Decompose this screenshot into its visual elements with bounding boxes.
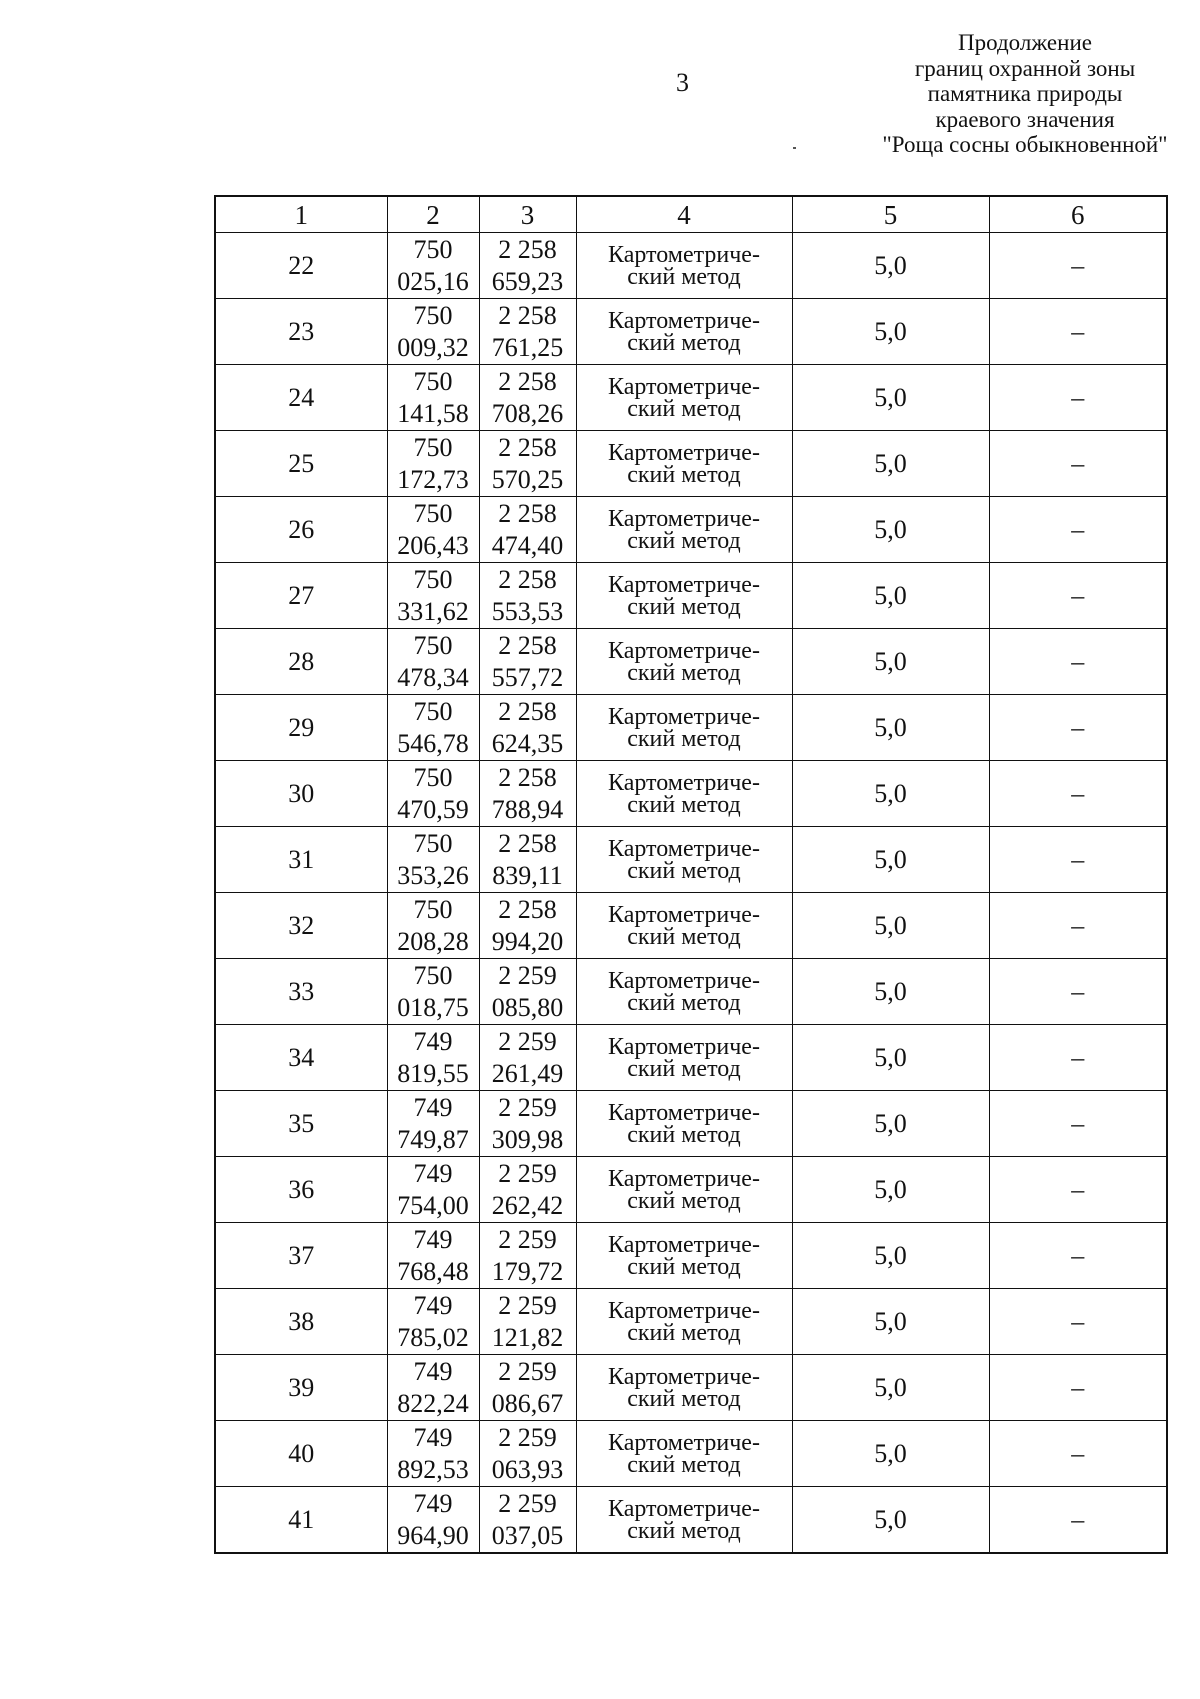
method-line: ский метод (627, 659, 741, 686)
table-row (215, 431, 1167, 497)
x-coordinate-part: 206,43 (397, 530, 469, 560)
accuracy-cell: 5,0 (792, 1289, 989, 1355)
method-cell (576, 1223, 792, 1289)
accuracy-cell: 5,0 (792, 365, 989, 431)
x-coordinate-part: 750 (413, 762, 453, 792)
y-coordinate-part: 624,35 (491, 728, 564, 758)
method-line: Картометриче- (608, 505, 760, 532)
x-coordinate-part: 750 (413, 234, 453, 264)
page-number: 3 (676, 68, 689, 97)
y-coordinate-part: 2 258 (498, 696, 557, 726)
y-coordinate-part: 788,94 (491, 794, 564, 824)
method-line: ский метод (627, 1187, 741, 1214)
method-line: Картометриче- (608, 1099, 760, 1126)
point-number-cell: 33 (215, 959, 387, 1025)
method-line: Картометриче- (608, 1495, 760, 1522)
accuracy-cell: 5,0 (792, 761, 989, 827)
point-number-cell: 40 (215, 1421, 387, 1487)
x-coordinate-part: 749 (413, 1158, 453, 1188)
point-number-cell: 25 (215, 431, 387, 497)
y-coordinate-part: 261,49 (491, 1058, 564, 1088)
note-cell: – (989, 365, 1167, 431)
y-coordinate-part: 2 258 (498, 234, 557, 264)
x-coordinate-part: 749 (413, 1026, 453, 1056)
note-cell: – (989, 1223, 1167, 1289)
method-line: Картометриче- (608, 373, 760, 400)
x-coordinate-part: 018,75 (397, 992, 469, 1022)
method-cell (576, 365, 792, 431)
x-coordinate-part: 470,59 (397, 794, 469, 824)
method-cell (576, 1355, 792, 1421)
point-number-cell: 37 (215, 1223, 387, 1289)
y-coordinate-part: 2 258 (498, 300, 557, 330)
y-coordinate-cell (479, 299, 576, 365)
y-coordinate-part: 2 258 (498, 366, 557, 396)
x-coordinate-cell (387, 959, 479, 1025)
point-number-cell: 41 (215, 1487, 387, 1554)
table-row (215, 827, 1167, 893)
method-line: ский метод (627, 593, 741, 620)
header-line: памятника природы (927, 81, 1123, 106)
point-number-cell: 28 (215, 629, 387, 695)
y-coordinate-cell (479, 1289, 576, 1355)
y-coordinate-cell (479, 497, 576, 563)
y-coordinate-cell (479, 1223, 576, 1289)
method-line: ский метод (627, 1517, 741, 1544)
x-coordinate-part: 025,16 (397, 266, 469, 296)
scan-artifact (793, 147, 796, 149)
note-cell: – (989, 893, 1167, 959)
method-cell (576, 629, 792, 695)
column-header: 4 (576, 196, 792, 233)
note-cell: – (989, 563, 1167, 629)
table-row (215, 959, 1167, 1025)
x-coordinate-cell (387, 893, 479, 959)
x-coordinate-cell (387, 1091, 479, 1157)
y-coordinate-cell (479, 1025, 576, 1091)
y-coordinate-cell (479, 1091, 576, 1157)
y-coordinate-part: 2 258 (498, 498, 557, 528)
column-header: 2 (387, 196, 479, 233)
y-coordinate-part: 557,72 (491, 662, 564, 692)
accuracy-cell: 5,0 (792, 1487, 989, 1554)
y-coordinate-cell (479, 1487, 576, 1554)
point-number-cell: 39 (215, 1355, 387, 1421)
method-line: ский метод (627, 1253, 741, 1280)
method-line: ский метод (627, 857, 741, 884)
point-number-cell: 31 (215, 827, 387, 893)
y-coordinate-cell (479, 365, 576, 431)
y-coordinate-part: 2 258 (498, 894, 557, 924)
method-line: ский метод (627, 263, 741, 290)
table-row (215, 1355, 1167, 1421)
x-coordinate-cell (387, 761, 479, 827)
table-body (215, 233, 1167, 1554)
point-number-cell: 26 (215, 497, 387, 563)
y-coordinate-cell (479, 431, 576, 497)
x-coordinate-part: 141,58 (397, 398, 469, 428)
table-row (215, 1091, 1167, 1157)
y-coordinate-part: 2 259 (498, 1158, 557, 1188)
accuracy-cell: 5,0 (792, 233, 989, 299)
method-line: ский метод (627, 329, 741, 356)
method-line: Картометриче- (608, 1429, 760, 1456)
accuracy-cell: 5,0 (792, 563, 989, 629)
column-header: 1 (215, 196, 387, 233)
method-line: ский метод (627, 1055, 741, 1082)
y-coordinate-cell (479, 1355, 576, 1421)
x-coordinate-cell (387, 1223, 479, 1289)
table-row (215, 1025, 1167, 1091)
x-coordinate-cell (387, 827, 479, 893)
method-line: ский метод (627, 1121, 741, 1148)
y-coordinate-part: 2 259 (498, 960, 557, 990)
note-cell: – (989, 695, 1167, 761)
method-line: Картометриче- (608, 439, 760, 466)
table-row (215, 893, 1167, 959)
y-coordinate-part: 994,20 (491, 926, 564, 956)
point-number-cell: 29 (215, 695, 387, 761)
column-header: 3 (479, 196, 576, 233)
x-coordinate-cell (387, 431, 479, 497)
x-coordinate-part: 750 (413, 828, 453, 858)
method-line: ский метод (627, 527, 741, 554)
y-coordinate-part: 037,05 (491, 1520, 564, 1550)
method-line: Картометриче- (608, 703, 760, 730)
point-number-cell: 23 (215, 299, 387, 365)
x-coordinate-part: 749 (413, 1224, 453, 1254)
x-coordinate-cell (387, 365, 479, 431)
x-coordinate-part: 822,24 (397, 1388, 469, 1418)
x-coordinate-part: 331,62 (397, 596, 469, 626)
point-number-cell: 32 (215, 893, 387, 959)
method-cell (576, 233, 792, 299)
y-coordinate-part: 179,72 (491, 1256, 564, 1286)
y-coordinate-part: 121,82 (491, 1322, 564, 1352)
x-coordinate-part: 964,90 (397, 1520, 469, 1550)
x-coordinate-cell (387, 629, 479, 695)
x-coordinate-cell (387, 233, 479, 299)
accuracy-cell: 5,0 (792, 1355, 989, 1421)
x-coordinate-part: 749 (413, 1488, 453, 1518)
y-coordinate-part: 761,25 (491, 332, 564, 362)
point-number-cell: 24 (215, 365, 387, 431)
x-coordinate-part: 546,78 (397, 728, 469, 758)
accuracy-cell: 5,0 (792, 1025, 989, 1091)
x-coordinate-part: 750 (413, 564, 453, 594)
table-row (215, 497, 1167, 563)
x-coordinate-cell (387, 299, 479, 365)
method-line: ский метод (627, 461, 741, 488)
y-coordinate-part: 086,67 (491, 1388, 564, 1418)
x-coordinate-part: 768,48 (397, 1256, 469, 1286)
method-line: Картометриче- (608, 307, 760, 334)
method-cell (576, 827, 792, 893)
accuracy-cell: 5,0 (792, 695, 989, 761)
method-cell (576, 1289, 792, 1355)
method-cell (576, 761, 792, 827)
point-number-cell: 36 (215, 1157, 387, 1223)
method-cell (576, 1421, 792, 1487)
method-line: Картометриче- (608, 241, 760, 268)
y-coordinate-part: 2 259 (498, 1356, 557, 1386)
table-row (215, 563, 1167, 629)
table-row (215, 1223, 1167, 1289)
method-line: Картометриче- (608, 835, 760, 862)
x-coordinate-cell (387, 1487, 479, 1554)
table-row (215, 1289, 1167, 1355)
y-coordinate-cell (479, 563, 576, 629)
x-coordinate-part: 478,34 (397, 662, 469, 692)
accuracy-cell: 5,0 (792, 1091, 989, 1157)
point-number-cell: 30 (215, 761, 387, 827)
x-coordinate-part: 172,73 (397, 464, 469, 494)
x-coordinate-part: 749 (413, 1422, 453, 1452)
header-line: Продолжение (958, 30, 1092, 55)
x-coordinate-part: 819,55 (397, 1058, 469, 1088)
table-row (215, 761, 1167, 827)
y-coordinate-part: 2 259 (498, 1224, 557, 1254)
header-line: краевого значения (935, 106, 1115, 132)
note-cell: – (989, 959, 1167, 1025)
method-cell (576, 1157, 792, 1223)
y-coordinate-cell (479, 893, 576, 959)
method-line: Картометриче- (608, 967, 760, 994)
method-cell (576, 959, 792, 1025)
header-line: "Роща сосны обыкновенной" (882, 132, 1168, 157)
table-row (215, 695, 1167, 761)
method-cell (576, 299, 792, 365)
method-line: Картометриче- (608, 1165, 760, 1192)
x-coordinate-part: 009,32 (397, 332, 469, 362)
method-cell (576, 1025, 792, 1091)
x-coordinate-part: 750 (413, 366, 453, 396)
y-coordinate-part: 553,53 (491, 596, 564, 626)
y-coordinate-part: 839,11 (492, 860, 563, 890)
method-cell (576, 497, 792, 563)
method-line: ский метод (627, 1319, 741, 1346)
note-cell: – (989, 1157, 1167, 1223)
accuracy-cell: 5,0 (792, 497, 989, 563)
note-cell: – (989, 761, 1167, 827)
method-line: ский метод (627, 1385, 741, 1412)
x-coordinate-part: 754,00 (397, 1190, 469, 1220)
y-coordinate-part: 2 259 (498, 1290, 557, 1320)
note-cell: – (989, 497, 1167, 563)
table-header-row (215, 196, 1167, 233)
x-coordinate-part: 750 (413, 894, 453, 924)
y-coordinate-cell (479, 1157, 576, 1223)
accuracy-cell: 5,0 (792, 827, 989, 893)
x-coordinate-part: 750 (413, 300, 453, 330)
method-line: ский метод (627, 989, 741, 1016)
y-coordinate-part: 309,98 (491, 1124, 564, 1154)
y-coordinate-cell (479, 1421, 576, 1487)
method-line: Картометриче- (608, 1297, 760, 1324)
table-row (215, 233, 1167, 299)
y-coordinate-part: 085,80 (491, 992, 564, 1022)
x-coordinate-part: 750 (413, 498, 453, 528)
y-coordinate-part: 659,23 (491, 266, 564, 296)
header-line: границ охранной зоны (914, 55, 1136, 81)
y-coordinate-part: 2 258 (498, 630, 557, 660)
x-coordinate-cell (387, 1289, 479, 1355)
y-coordinate-part: 2 259 (498, 1422, 557, 1452)
method-cell (576, 563, 792, 629)
note-cell: – (989, 1355, 1167, 1421)
point-number-cell: 34 (215, 1025, 387, 1091)
note-cell: – (989, 431, 1167, 497)
method-cell (576, 893, 792, 959)
method-line: Картометриче- (608, 1231, 760, 1258)
accuracy-cell: 5,0 (792, 1157, 989, 1223)
y-coordinate-part: 262,42 (491, 1190, 564, 1220)
continuation-header (830, 30, 1200, 158)
accuracy-cell: 5,0 (792, 1421, 989, 1487)
method-line: Картометриче- (608, 1033, 760, 1060)
x-coordinate-cell (387, 695, 479, 761)
x-coordinate-part: 353,26 (397, 860, 469, 890)
y-coordinate-part: 2 258 (498, 564, 557, 594)
x-coordinate-part: 749 (413, 1290, 453, 1320)
note-cell: – (989, 299, 1167, 365)
note-cell: – (989, 629, 1167, 695)
note-cell: – (989, 1487, 1167, 1554)
point-number-cell: 35 (215, 1091, 387, 1157)
y-coordinate-cell (479, 233, 576, 299)
y-coordinate-part: 570,25 (491, 464, 564, 494)
y-coordinate-cell (479, 761, 576, 827)
method-line: Картометриче- (608, 637, 760, 664)
point-number-cell: 22 (215, 233, 387, 299)
note-cell: – (989, 1421, 1167, 1487)
x-coordinate-part: 892,53 (397, 1454, 469, 1484)
method-cell (576, 1487, 792, 1554)
method-line: ский метод (627, 395, 741, 422)
y-coordinate-part: 2 258 (498, 762, 557, 792)
method-cell (576, 431, 792, 497)
accuracy-cell: 5,0 (792, 629, 989, 695)
accuracy-cell: 5,0 (792, 431, 989, 497)
accuracy-cell: 5,0 (792, 893, 989, 959)
x-coordinate-cell (387, 1421, 479, 1487)
x-coordinate-part: 750 (413, 432, 453, 462)
x-coordinate-part: 749,87 (397, 1124, 469, 1154)
table-row (215, 1487, 1167, 1554)
accuracy-cell: 5,0 (792, 299, 989, 365)
y-coordinate-part: 063,93 (491, 1454, 564, 1484)
accuracy-cell: 5,0 (792, 1223, 989, 1289)
x-coordinate-cell (387, 1157, 479, 1223)
y-coordinate-cell (479, 959, 576, 1025)
accuracy-cell: 5,0 (792, 959, 989, 1025)
x-coordinate-cell (387, 497, 479, 563)
method-line: ский метод (627, 1451, 741, 1478)
method-line: Картометриче- (608, 1363, 760, 1390)
column-header: 5 (792, 196, 989, 233)
point-number-cell: 38 (215, 1289, 387, 1355)
note-cell: – (989, 1289, 1167, 1355)
column-header: 6 (989, 196, 1167, 233)
y-coordinate-cell (479, 827, 576, 893)
y-coordinate-part: 2 258 (498, 828, 557, 858)
x-coordinate-part: 208,28 (397, 926, 469, 956)
table-row (215, 1157, 1167, 1223)
y-coordinate-part: 2 259 (498, 1092, 557, 1122)
method-line: Картометриче- (608, 901, 760, 928)
note-cell: – (989, 1025, 1167, 1091)
point-number-cell: 27 (215, 563, 387, 629)
method-line: Картометриче- (608, 769, 760, 796)
note-cell: – (989, 827, 1167, 893)
method-line: ский метод (627, 923, 741, 950)
x-coordinate-part: 750 (413, 696, 453, 726)
table-row (215, 365, 1167, 431)
x-coordinate-cell (387, 1355, 479, 1421)
note-cell: – (989, 1091, 1167, 1157)
y-coordinate-part: 2 258 (498, 432, 557, 462)
method-line: ский метод (627, 725, 741, 752)
table-row (215, 299, 1167, 365)
table-row (215, 629, 1167, 695)
x-coordinate-part: 750 (413, 630, 453, 660)
boundary-coordinates-table (214, 195, 1168, 1554)
method-line: ский метод (627, 791, 741, 818)
x-coordinate-part: 785,02 (397, 1322, 469, 1352)
x-coordinate-cell (387, 563, 479, 629)
y-coordinate-part: 2 259 (498, 1488, 557, 1518)
y-coordinate-part: 474,40 (491, 530, 564, 560)
x-coordinate-part: 750 (413, 960, 453, 990)
x-coordinate-part: 749 (413, 1092, 453, 1122)
note-cell: – (989, 233, 1167, 299)
x-coordinate-cell (387, 1025, 479, 1091)
y-coordinate-cell (479, 695, 576, 761)
method-cell (576, 695, 792, 761)
x-coordinate-part: 749 (413, 1356, 453, 1386)
y-coordinate-part: 2 259 (498, 1026, 557, 1056)
method-line: Картометриче- (608, 571, 760, 598)
table-row (215, 1421, 1167, 1487)
y-coordinate-part: 708,26 (491, 398, 564, 428)
method-cell (576, 1091, 792, 1157)
y-coordinate-cell (479, 629, 576, 695)
